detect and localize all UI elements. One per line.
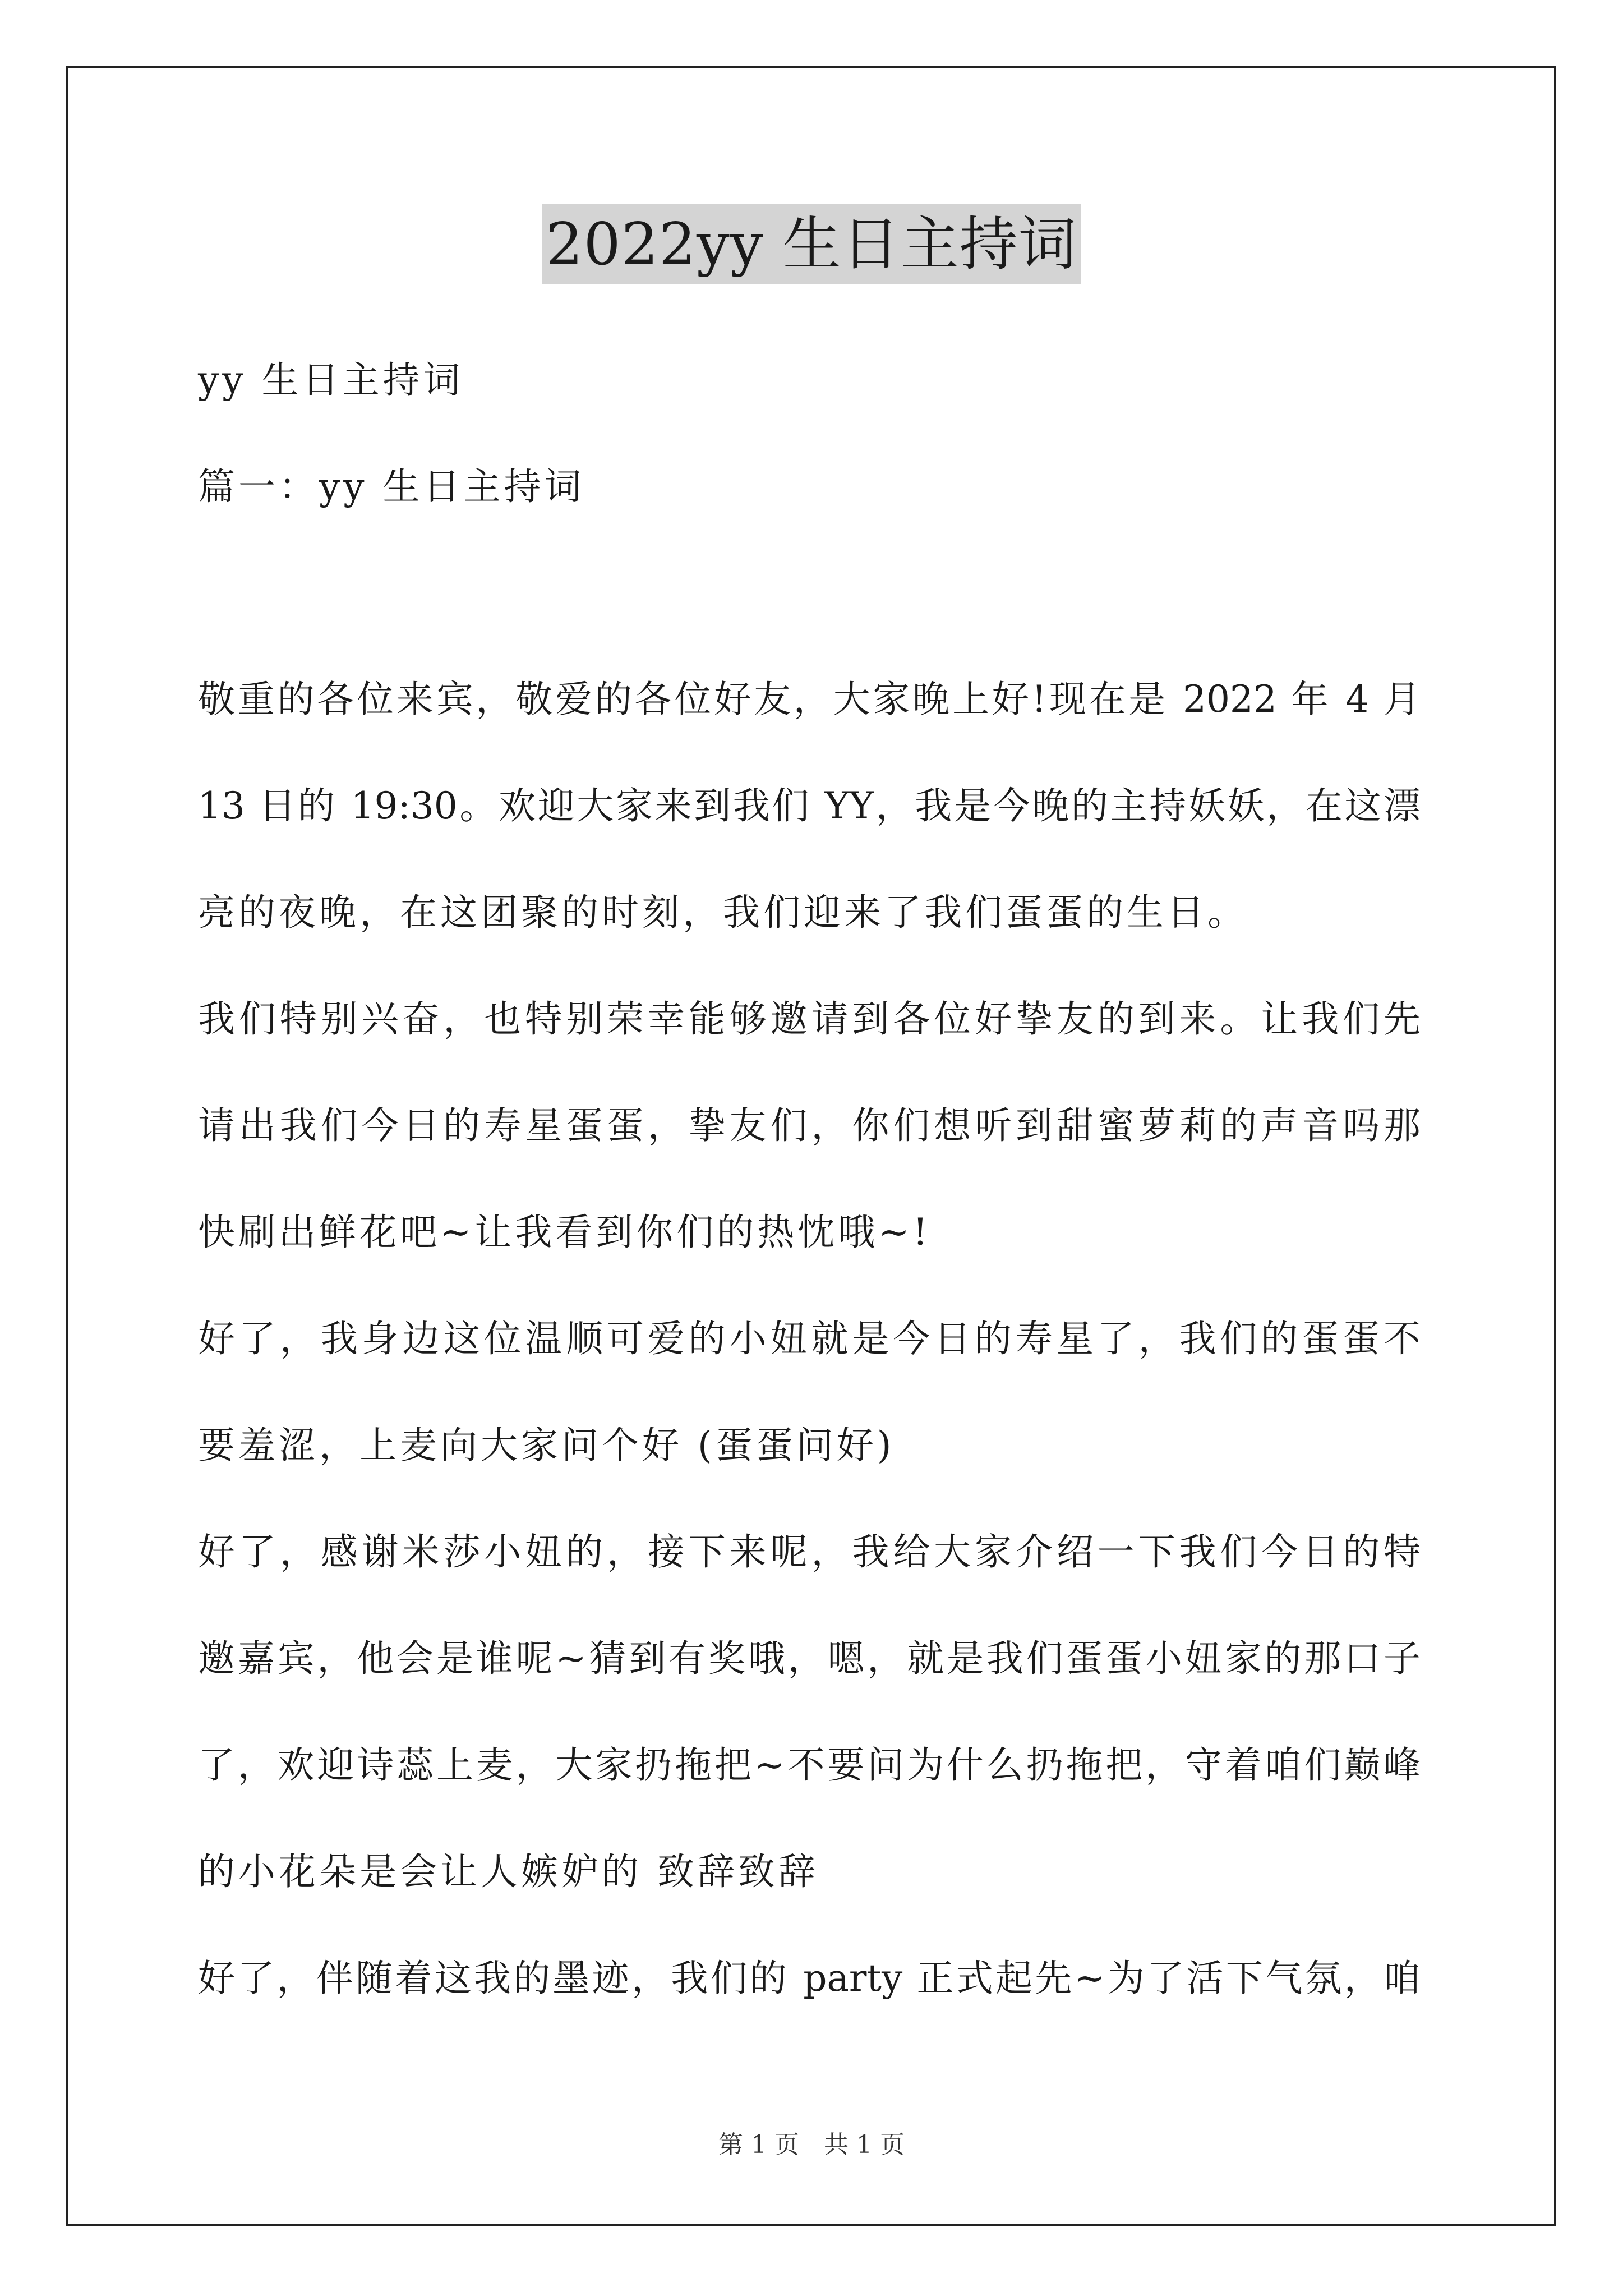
body-line: 请出我们今日的寿星蛋蛋，挚友们，你们想听到甜蜜萝莉的声音吗那: [198, 1104, 1421, 1147]
body-line: 快刷出鲜花吧~让我看到你们的热忱哦~!: [198, 1211, 932, 1254]
body-line: 我们特别兴奋，也特别荣幸能够邀请到各位好挚友的到来。让我们先: [198, 997, 1421, 1041]
title-container: [0, 204, 1623, 284]
body-line: 亮的夜晚，在这团聚的时刻，我们迎来了我们蛋蛋的生日。: [198, 891, 1248, 934]
body-line: 敬重的各位来宾，敬爱的各位好友，大家晚上好!现在是 2022 年 4 月: [198, 678, 1421, 721]
body-line: 要羞涩，上麦向大家问个好 (蛋蛋问好): [198, 1424, 895, 1467]
body-line: 好了，感谢米莎小妞的，接下来呢，我给大家介绍一下我们今日的特: [198, 1530, 1421, 1573]
page-footer: 第 1 页 共 1 页: [718, 2131, 905, 2159]
document-title: 2022yy 生日主持词: [542, 204, 1080, 284]
body-line: 的小花朵是会让人嫉妒的 致辞致辞: [198, 1850, 819, 1893]
body-line: 好了，伴随着这我的墨迹，我们的 party 正式起先~为了活下气氛，咱: [198, 1957, 1421, 2000]
document-subtitle: yy 生日主持词: [198, 358, 464, 402]
body-line: 了，欢迎诗蕊上麦，大家扔拖把~不要问为什么扔拖把，守着咱们巅峰: [198, 1743, 1421, 1787]
body-line: 13 日的 19:30。欢迎大家来到我们 YY，我是今晚的主持妖妖，在这漂: [198, 784, 1421, 827]
section-heading: 篇一：yy 生日主持词: [198, 465, 585, 508]
body-line: 好了，我身边这位温顺可爱的小妞就是今日的寿星了，我们的蛋蛋不: [198, 1317, 1421, 1360]
body-line: 邀嘉宾，他会是谁呢~猜到有奖哦，嗯，就是我们蛋蛋小妞家的那口子: [198, 1637, 1421, 1680]
